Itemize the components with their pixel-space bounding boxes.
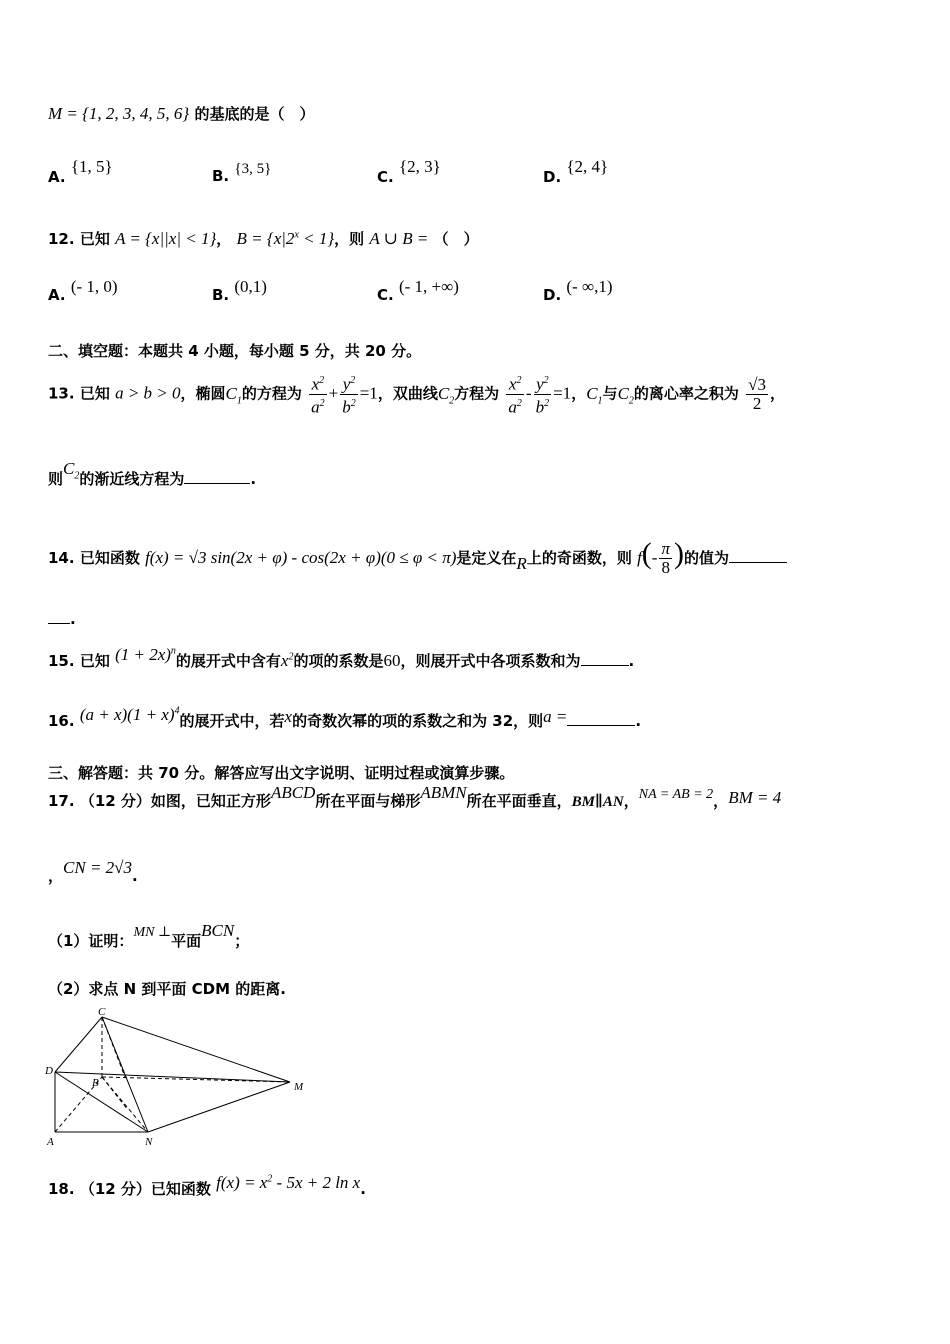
q18-func-base: f(x) = x [216,1173,268,1192]
q13-t8: ， [770,384,786,403]
label-a: A [47,1136,54,1148]
question-number: 18. [48,1180,75,1198]
q12-expr: A ∪ B = [369,229,429,248]
q13-x: x [311,374,320,394]
q11-text: 的基底的是（ ） [194,105,315,123]
q18-func [216,1173,360,1192]
q13-frac-y: $\frac{y^2}{b^2}$ [340,372,358,416]
q17-part1 [48,921,250,951]
question-number: 12. [48,230,75,248]
q12-mid: ，则 [334,230,365,248]
q17-line2 [48,858,138,886]
q17-p1-text: 平面 [171,932,202,950]
q12-option-b [212,277,267,305]
q16-expr [80,705,180,724]
option-label: B. [212,286,230,304]
q14-eight: 8 [661,558,670,577]
q13-b: b [342,397,351,417]
q12-stem [48,228,479,249]
q17-score: （12 分） [79,792,151,810]
q14-t3: 的值为 [684,549,730,567]
q15-x: x [280,651,289,670]
q13-line2 [48,459,257,491]
q14-pre: 已知函数 [79,549,140,567]
q13-eq2-end: =1 [553,383,572,403]
option-value: {2, 4} [566,157,609,176]
edge-dn [55,1072,148,1132]
q14-pi: π [661,539,670,558]
q14-f: f [637,548,642,567]
q18-score: （12 分） [79,1180,151,1198]
q13-t3: ，双曲线 [377,384,438,403]
option-label: C. [377,168,394,186]
q13-t5: ， [571,384,587,403]
q13-c1: $C_1$ [225,383,242,407]
q13-stem [48,372,785,416]
q16-a: a = [543,707,568,726]
q15-end: . [628,652,635,670]
q17-p1-bcn: BCN [201,921,235,940]
q13-line2-end: . [250,470,257,488]
q15-expr [115,645,176,664]
q13-t2: 的方程为 [241,384,302,403]
q17-part2: （2）求点 N 到平面 CDM 的距离. [48,980,286,998]
q15-stem [48,645,635,671]
option-value: {2, 3} [398,157,441,176]
q13-ratio [746,376,768,413]
q14-frac [659,540,672,577]
q17-bm: BM∥AN [571,794,624,810]
option-value: {3, 5} [234,161,272,177]
q13-c2b: $C_2$ [617,383,634,407]
label-c: C [98,1006,106,1018]
q13-y: y [342,374,351,394]
q12-pre: 已知 [79,230,110,248]
q17-p1-label: （1）证明： [48,932,134,950]
q13-pre: 已知 [79,384,110,403]
q15-x2 [281,651,294,670]
q17-abcd: ABCD [270,783,316,802]
option-value: (- 1, 0) [70,277,118,296]
edge-cm [102,1017,290,1082]
q12-set-a: A = {x||x| < 1} [115,229,217,248]
q18-stem [48,1173,366,1199]
q11-option-c [377,157,441,187]
q16-expr-base: (a + x)(1 + x) [79,705,175,724]
section-2-heading: 二、填空题：本题共 4 小题，每小题 5 分，共 20 分。 [48,342,422,360]
q14-t2: 上的奇函数，则 [526,549,632,567]
q13-t7: 的离心率之积为 [633,384,739,403]
q17-comma2: ， [713,792,729,810]
question-number: 13. [48,384,75,403]
q15-expr-base: (1 + 2x) [115,645,171,664]
q13-c2-line2: $C_2$ [63,459,80,482]
q15-val: 60 [383,651,401,670]
option-label: B. [212,167,230,185]
question-number: 14. [48,549,75,567]
q13-t4: 方程为 [454,384,500,403]
q14-neg: - [651,548,658,567]
q15-exp: n [170,645,176,657]
q12-option-d [543,277,613,305]
q13-c2-letter: C [437,383,450,403]
q15-pre: 已知 [79,652,110,670]
option-value: {1, 5} [70,157,113,176]
q17-t2: 所在平面与梯形 [315,792,421,810]
q15-x-exp: 2 [288,651,294,663]
q12-option-a [48,277,118,305]
q14-R: R [516,554,527,573]
q17-stem [48,783,782,811]
q12-set-b-end: < 1} [298,229,335,248]
q13-t6: 与 [602,384,618,403]
q14-t1: 是定义在 [456,549,517,567]
option-value: (0,1) [234,277,267,296]
q11-set: M = {1, 2, 3, 4, 5, 6} [48,104,190,123]
q11-option-a [48,157,113,187]
q12-set-b [237,229,335,248]
q17-abmn: ABMN [420,783,467,802]
option-value: (- ∞,1) [566,277,613,296]
section-3-heading: 三、解答题：共 70 分。解答应写出文字说明、证明过程或演算步骤。 [48,764,515,782]
question-number: 16. [48,712,75,730]
question-number: 17. [48,792,75,810]
q13-line2-pre: 则 [48,470,64,488]
q12-set-b-exp: x [294,229,299,241]
q13-c2: $C_2$ [437,383,455,407]
edge-dc [55,1017,102,1072]
q12-set-b-base: B = {x|2 [236,229,295,248]
answer-blank[interactable] [729,562,787,563]
edge-nm [148,1082,290,1132]
q13-c1b: $C_1$ [586,383,603,407]
q13-a: a [311,397,320,417]
label-m: M [294,1081,304,1093]
answer-blank-cont[interactable] [48,623,70,624]
answer-blank[interactable] [567,725,635,726]
q16-exp: 4 [174,705,180,717]
q14-line2 [48,610,76,628]
label-d: D [45,1065,53,1077]
q15-t1: 的展开式中含有 [175,652,281,670]
answer-blank[interactable] [581,665,629,666]
q13-plus: + [328,383,339,403]
q13-ratio-num: √3 [748,374,766,394]
q16-t1: 的展开式中，若 [179,712,285,730]
q17-t1: 如图，已知正方形 [150,792,271,810]
option-label: D. [543,168,562,186]
q18-end: . [360,1180,366,1198]
q14-stem: 14. 已知函数 f(x) = √3 sin(2x + φ) - cos(2x + φ)(0 ≤ φ < π)是定义在R上的奇函数，则 f(- $\frac{\pi}{8}$ )的值为 [48,537,787,577]
q12-option-c [377,277,459,305]
q18-t1: 已知函数 [150,1180,211,1198]
q16-stem [48,705,642,731]
q11-option-b [212,161,272,186]
q13-eq1-end: =1 [359,383,378,403]
answer-blank[interactable] [184,483,250,484]
q15-t3: ，则展开式中各项系数和为 [400,652,581,670]
geometry-figure [40,1005,320,1150]
q14-end: . [70,610,76,628]
q15-t2: 的项的系数是 [293,652,384,670]
q13-c1-letter: C [225,383,237,403]
q17-t3: 所在平面垂直， [466,792,572,810]
q17-p1-end: ； [234,932,250,950]
q16-t2: 的奇数次幂的项的系数之和为 32，则 [292,712,544,730]
option-label: C. [377,286,394,304]
q17-line2-end: . [132,867,138,885]
label-n: N [145,1136,153,1148]
q12-sep: ， [216,230,232,248]
q13-line2-text: 的渐近线方程为 [79,470,185,488]
q18-func-exp: 2 [267,1173,273,1185]
q13-ratio-den: 2 [752,393,762,413]
q16-end: . [635,712,642,730]
q11-tail [48,103,314,124]
option-label: D. [543,286,562,304]
q11-option-d [543,157,609,187]
q13-t1: ，椭圆 [180,384,226,403]
option-value: (- 1, +∞) [398,277,459,296]
q12-end: （ ） [433,230,479,248]
q17-bm4: BM = 4 [728,788,782,807]
q16-x: x [284,707,293,726]
q13-frac-y2: $\frac{y^2}{b^2}$ [534,372,552,416]
q13-minus: - [525,383,532,403]
option-label: A. [48,168,66,186]
q13-frac-x2: $\frac{x^2}{a^2}$ [506,372,524,416]
q14-func: f(x) = √3 sin(2x + φ) - cos(2x + φ)(0 ≤ φ < π) [145,548,457,567]
q18-func-end: - 5x + 2 ln x [272,1173,361,1192]
q17-p1-mn: MN ⊥ [133,925,172,940]
q13-frac-x: $\frac{x^2}{a^2}$ [309,372,327,416]
q17-comma: ， [623,792,639,810]
question-number: 15. [48,652,75,670]
q17-line2-pre: ， [48,867,64,885]
label-b: B [92,1077,99,1089]
edge-dm [55,1072,290,1082]
q13-cond: a > b > 0 [115,383,181,403]
q17-na: NA = AB = 2 [638,787,714,802]
option-label: A. [48,286,66,304]
q17-cn: CN = 2√3 [63,858,132,877]
